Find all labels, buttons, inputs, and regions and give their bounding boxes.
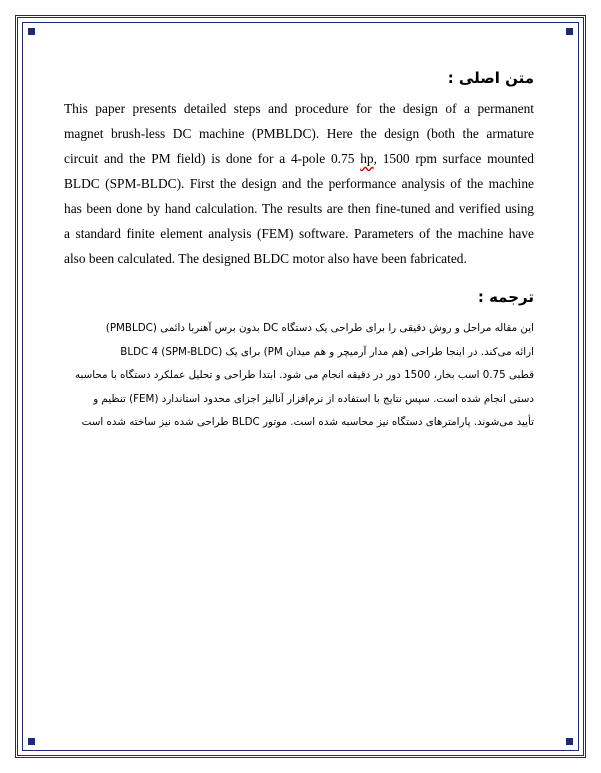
english-line: also been calculated. The designed BLDC motor also have been fabricated. (64, 251, 467, 266)
english-line: BLDC (SPM-BLDC). First the design and the performance analysis of the machine (64, 176, 534, 191)
english-paragraph (64, 96, 534, 271)
spellcheck-underlined-word: hp (360, 151, 374, 166)
english-line: a standard finite element analysis (FEM) software. Parameters of the machine have (64, 226, 534, 241)
document-body (64, 66, 534, 435)
original-text-heading: متن اصلی : (447, 69, 534, 87)
english-line: This paper presents detailed steps and procedure for the design of a permanent (64, 101, 534, 116)
english-line: has been done by hand calculation. The results are then fine-tuned and verified using (64, 201, 534, 216)
translation-heading: ترجمه : (477, 288, 534, 306)
corner-ornament (28, 28, 35, 35)
persian-paragraph (64, 317, 534, 435)
persian-line: قطبی 0.75 اسب بخار، 1500 دور در دقیقه انجام می شود. ابتدا طراحی و تحلیل عملکرد دستگاه با محاسبه (74, 369, 534, 381)
persian-line: ارائه می‌کند. در اینجا طراحی (هم مدار آرمیچر و هم میدان PM) برای یک (SPM-BLDC) BLDC 4 (120, 345, 534, 358)
corner-ornament (28, 738, 35, 745)
corner-ornament (566, 28, 573, 35)
persian-line: تأیید می‌شوند. پارامترهای دستگاه نیز محاسبه شده است. موتور BLDC طراحی شده نیز ساخته شده است (81, 416, 534, 428)
english-line: circuit and the PM field) is done for a 4-pole 0.75 hp, 1500 rpm surface mounted (64, 151, 534, 166)
persian-line: این مقاله مراحل و روش دقیقی را برای طراحی یک دستگاه DC بدون برس آهنربا دائمی (PMBLDC) (105, 322, 534, 334)
corner-ornament (566, 738, 573, 745)
persian-line: دستی انجام شده است. سپس نتایج با استفاده از نرم‌افزار آنالیز اجزای محدود استاندارد (FEM) تنظیم و (93, 392, 534, 405)
english-line: magnet brush-less DC machine (PMBLDC). Here the design (both the armature (64, 126, 534, 141)
